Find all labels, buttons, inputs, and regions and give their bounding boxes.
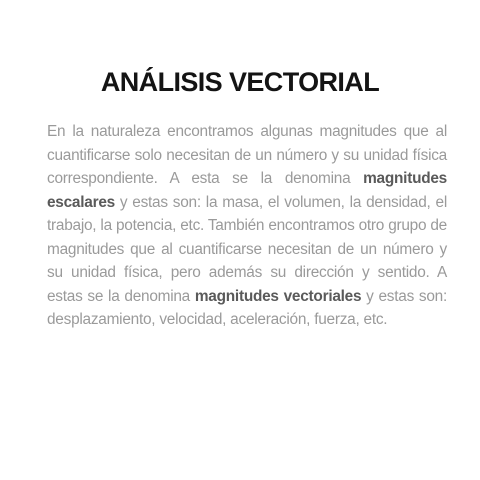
term-scalar-magnitudes: magnitudes escalares — [47, 170, 447, 211]
slide-title: ANÁLISIS VECTORIAL — [100, 67, 380, 97]
body-paragraph — [47, 120, 447, 332]
term-vector-magnitudes: magnitudes vectoriales — [194, 287, 362, 305]
paragraph-text-1: En la naturaleza encontramos algunas magnitudes que al cuantificarse solo necesitan de un número y su unidad física correspondiente. A esta se la denomina — [47, 123, 447, 187]
paragraph-text-3: y estas son: desplazamiento, velocidad, aceleración, fuerza, etc. — [47, 287, 447, 328]
paragraph-text-2: y estas son: la masa, el volumen, la densidad, el trabajo, la potencia, etc. También encontramos otro grupo de magnitudes que al cuantificarse necesitan de un número y su unidad física, pero además su dirección y sentido. A estas se la denomina — [47, 193, 447, 305]
